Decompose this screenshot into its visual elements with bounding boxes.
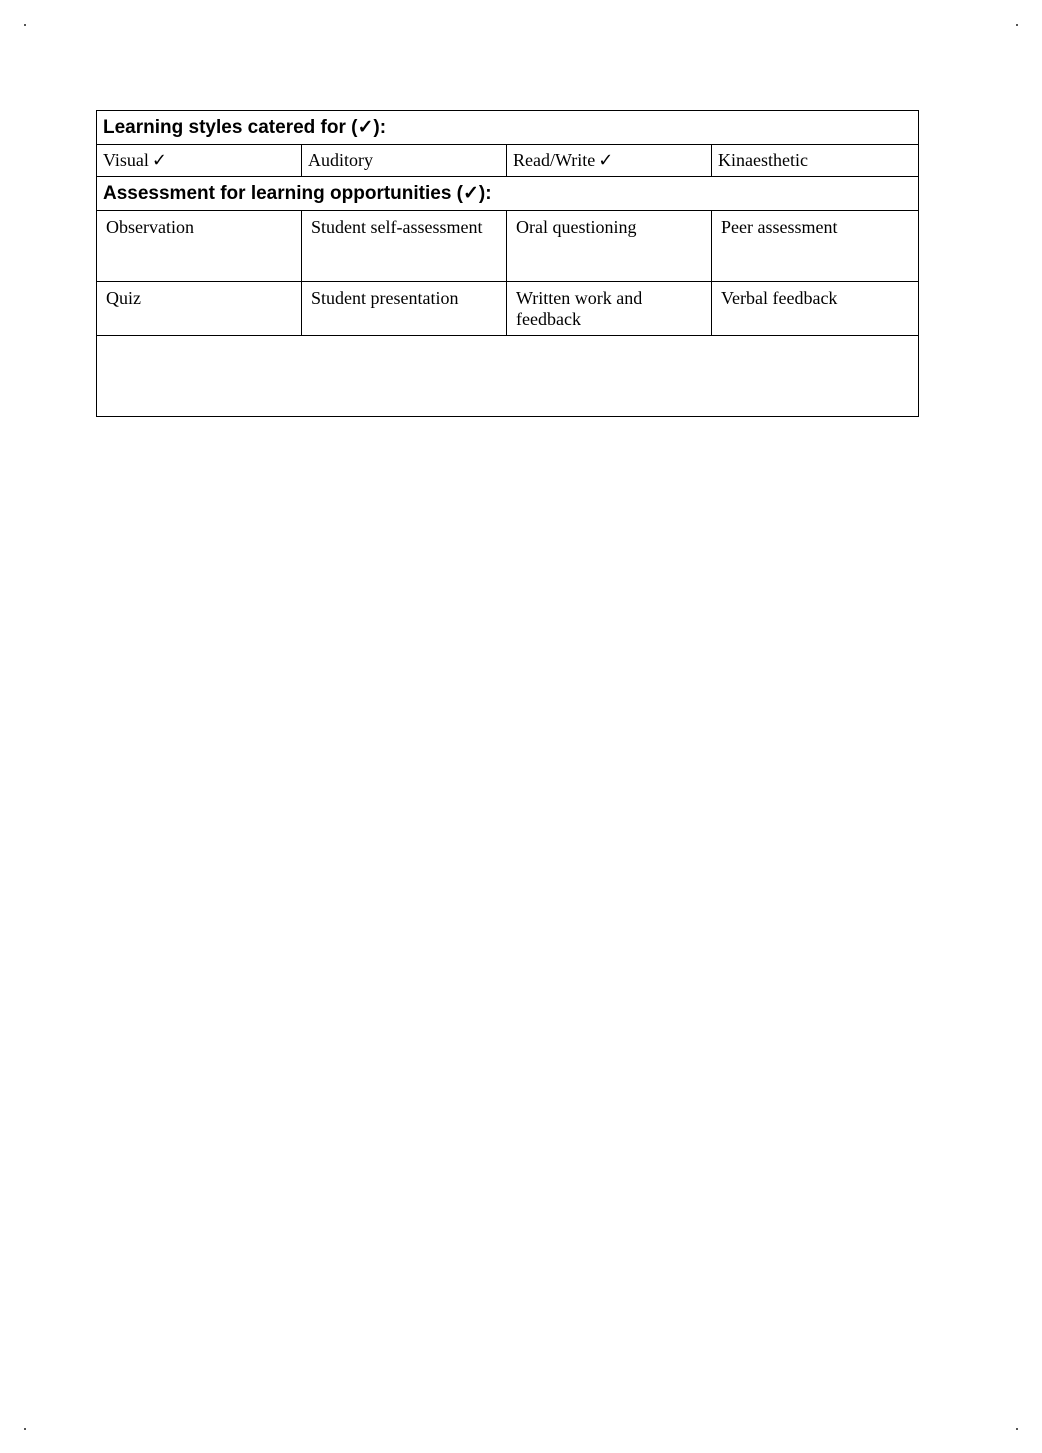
checkmark-icon: ✓ xyxy=(151,150,168,171)
notes-area[interactable] xyxy=(97,336,919,417)
assessment-student-presentation[interactable]: Student presentation xyxy=(302,282,507,336)
learning-style-read-write[interactable] xyxy=(507,145,712,177)
learning-style-auditory[interactable] xyxy=(302,145,507,177)
assessment-heading: Assessment for learning opportunities (✓): xyxy=(97,177,919,211)
learning-style-kinaesthetic[interactable] xyxy=(712,145,919,177)
learning-style-label: Read/Write xyxy=(513,150,596,170)
learning-style-label: Auditory xyxy=(308,150,373,170)
assessment-student-self-assessment[interactable]: Student self-assessment xyxy=(302,211,507,282)
lesson-plan-table xyxy=(96,110,919,417)
crop-mark-bottom-left xyxy=(24,1428,26,1430)
notes-row xyxy=(97,336,919,417)
crop-mark-bottom-right xyxy=(1016,1428,1018,1430)
learning-styles-header-row xyxy=(97,111,919,145)
assessment-row xyxy=(97,282,919,336)
assessment-oral-questioning[interactable]: Oral questioning xyxy=(507,211,712,282)
learning-style-label: Visual xyxy=(103,150,149,170)
assessment-written-work-and-feedback[interactable]: Written work and feedback xyxy=(507,282,712,336)
learning-styles-heading: Learning styles catered for (✓): xyxy=(97,111,919,145)
assessment-quiz[interactable]: Quiz xyxy=(97,282,302,336)
assessment-verbal-feedback[interactable]: Verbal feedback xyxy=(712,282,919,336)
assessment-peer-assessment[interactable]: Peer assessment xyxy=(712,211,919,282)
learning-style-label: Kinaesthetic xyxy=(718,150,808,170)
assessment-row xyxy=(97,211,919,282)
crop-mark-top-left xyxy=(24,24,26,26)
learning-styles-row xyxy=(97,145,919,177)
assessment-header-row xyxy=(97,177,919,211)
crop-mark-top-right xyxy=(1016,24,1018,26)
learning-style-visual[interactable] xyxy=(97,145,302,177)
assessment-observation[interactable]: Observation xyxy=(97,211,302,282)
checkmark-icon: ✓ xyxy=(598,150,614,171)
